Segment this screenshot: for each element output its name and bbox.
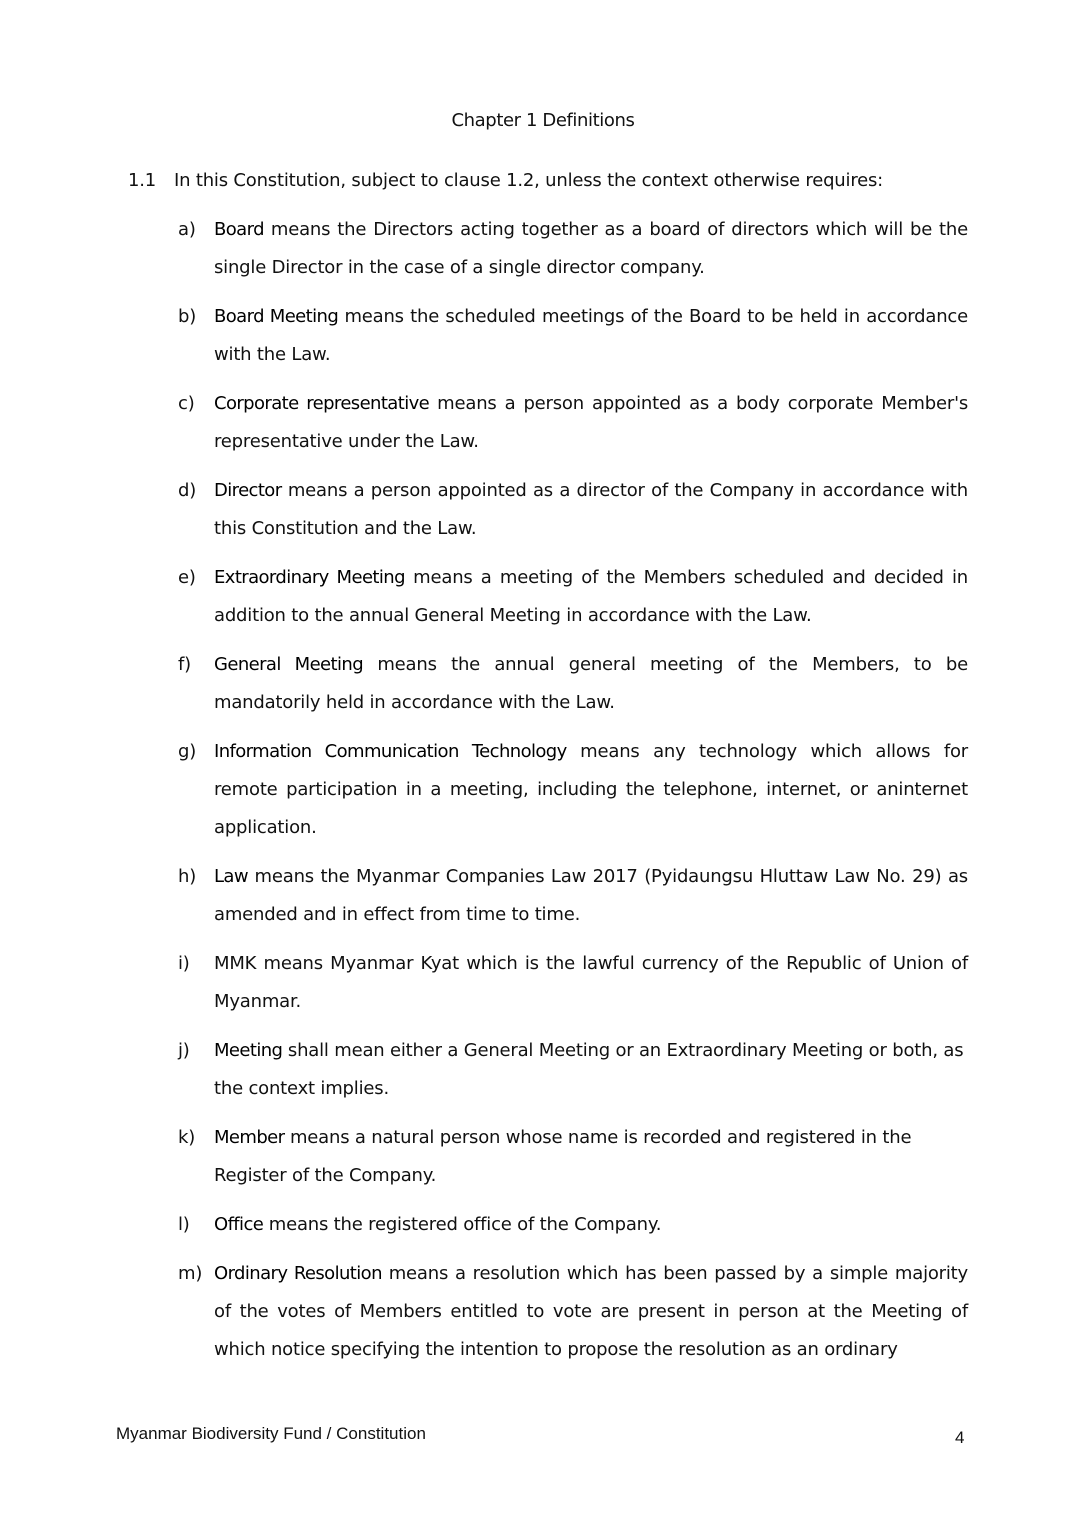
definition-letter: k) <box>178 1127 196 1148</box>
definition-text: MMK means Myanmar Kyat which is the lawful currency of the Republic of Union of Myanmar. <box>214 953 968 1012</box>
definition-text: means a person appointed as a body corporate Member's representative under the Law. <box>214 393 968 452</box>
definition-item <box>178 1032 968 1108</box>
definition-item <box>178 559 968 635</box>
definition-letter: f) <box>178 654 191 675</box>
clause-text: In this Constitution, subject to clause 1.2, unless the context otherwise requires: <box>174 170 884 191</box>
definition-item <box>178 858 968 934</box>
definition-letter: c) <box>178 393 195 414</box>
definition-letter: a) <box>178 219 196 240</box>
definition-term: Meeting <box>214 1040 283 1061</box>
definition-item <box>178 733 968 847</box>
definition-letter: e) <box>178 567 196 588</box>
definition-term: Extraordinary Meeting <box>214 567 405 588</box>
definition-term: Ordinary Resolution <box>214 1263 382 1284</box>
definition-item <box>178 298 968 374</box>
definition-item <box>178 945 968 1021</box>
definition-text: shall mean either a General Meeting or an Extraordinary Meeting or both, as the context implies. <box>214 1040 964 1099</box>
definition-text: means any technology which allows for remote participation in a meeting, including the telephone, internet, or aninternet application. <box>214 741 968 838</box>
definition-item <box>178 1206 968 1244</box>
definition-item <box>178 646 968 722</box>
clause-number: 1.1 <box>128 170 157 191</box>
definition-letter: g) <box>178 741 197 762</box>
definition-term: Director <box>214 480 282 501</box>
definition-item <box>178 1255 968 1369</box>
definition-text: means a person appointed as a director of the Company in accordance with this Constitution and the Law. <box>214 480 968 539</box>
footer-page-number: 4 <box>955 1428 965 1447</box>
definition-term: Board Meeting <box>214 306 339 327</box>
definition-text: means the Myanmar Companies Law 2017 (Pyidaungsu Hluttaw Law No. 29) as amended and in effect from time to time. <box>214 866 968 925</box>
definition-term: Law <box>214 866 248 887</box>
definition-term: Office <box>214 1214 264 1235</box>
definition-text: means the registered office of the Company. <box>263 1214 662 1235</box>
clause-1-1 <box>128 170 988 191</box>
definition-text: means the scheduled meetings of the Board to be held in accordance with the Law. <box>214 306 968 365</box>
definition-letter: h) <box>178 866 197 887</box>
definition-letter: i) <box>178 953 190 974</box>
definition-letter: m) <box>178 1263 203 1284</box>
definition-item <box>178 472 968 548</box>
definition-text: means the annual general meeting of the Members, to be mandatorily held in accordance with the Law. <box>214 654 968 713</box>
definition-term: Board <box>214 219 264 240</box>
definition-item <box>178 211 968 287</box>
definitions-list <box>178 211 968 1380</box>
definition-item <box>178 385 968 461</box>
definition-item <box>178 1119 968 1195</box>
definition-letter: d) <box>178 480 197 501</box>
definition-letter: b) <box>178 306 197 327</box>
definition-text: means the Directors acting together as a board of directors which will be the single Director in the case of a single director company. <box>214 219 968 278</box>
definition-term: General Meeting <box>214 654 364 675</box>
definition-text: means a meeting of the Members scheduled and decided in addition to the annual General Meeting in accordance with the Law. <box>214 567 968 626</box>
definition-text: means a resolution which has been passed by a simple majority of the votes of Members entitled to vote are present in person at the Meeting of which notice specifying the intention to propose the resolution as an ordinary <box>214 1263 968 1360</box>
definition-term: Corporate representative <box>214 393 430 414</box>
chapter-title: Chapter 1 Definitions <box>451 110 635 131</box>
definition-letter: j) <box>178 1040 190 1061</box>
footer-document-title: Myanmar Biodiversity Fund / Constitution <box>116 1424 426 1443</box>
definition-text: means a natural person whose name is recorded and registered in the Register of the Company. <box>214 1127 912 1186</box>
definition-term: Member <box>214 1127 285 1148</box>
definition-term: Information Communication Technology <box>214 741 567 762</box>
definition-letter: l) <box>178 1214 190 1235</box>
